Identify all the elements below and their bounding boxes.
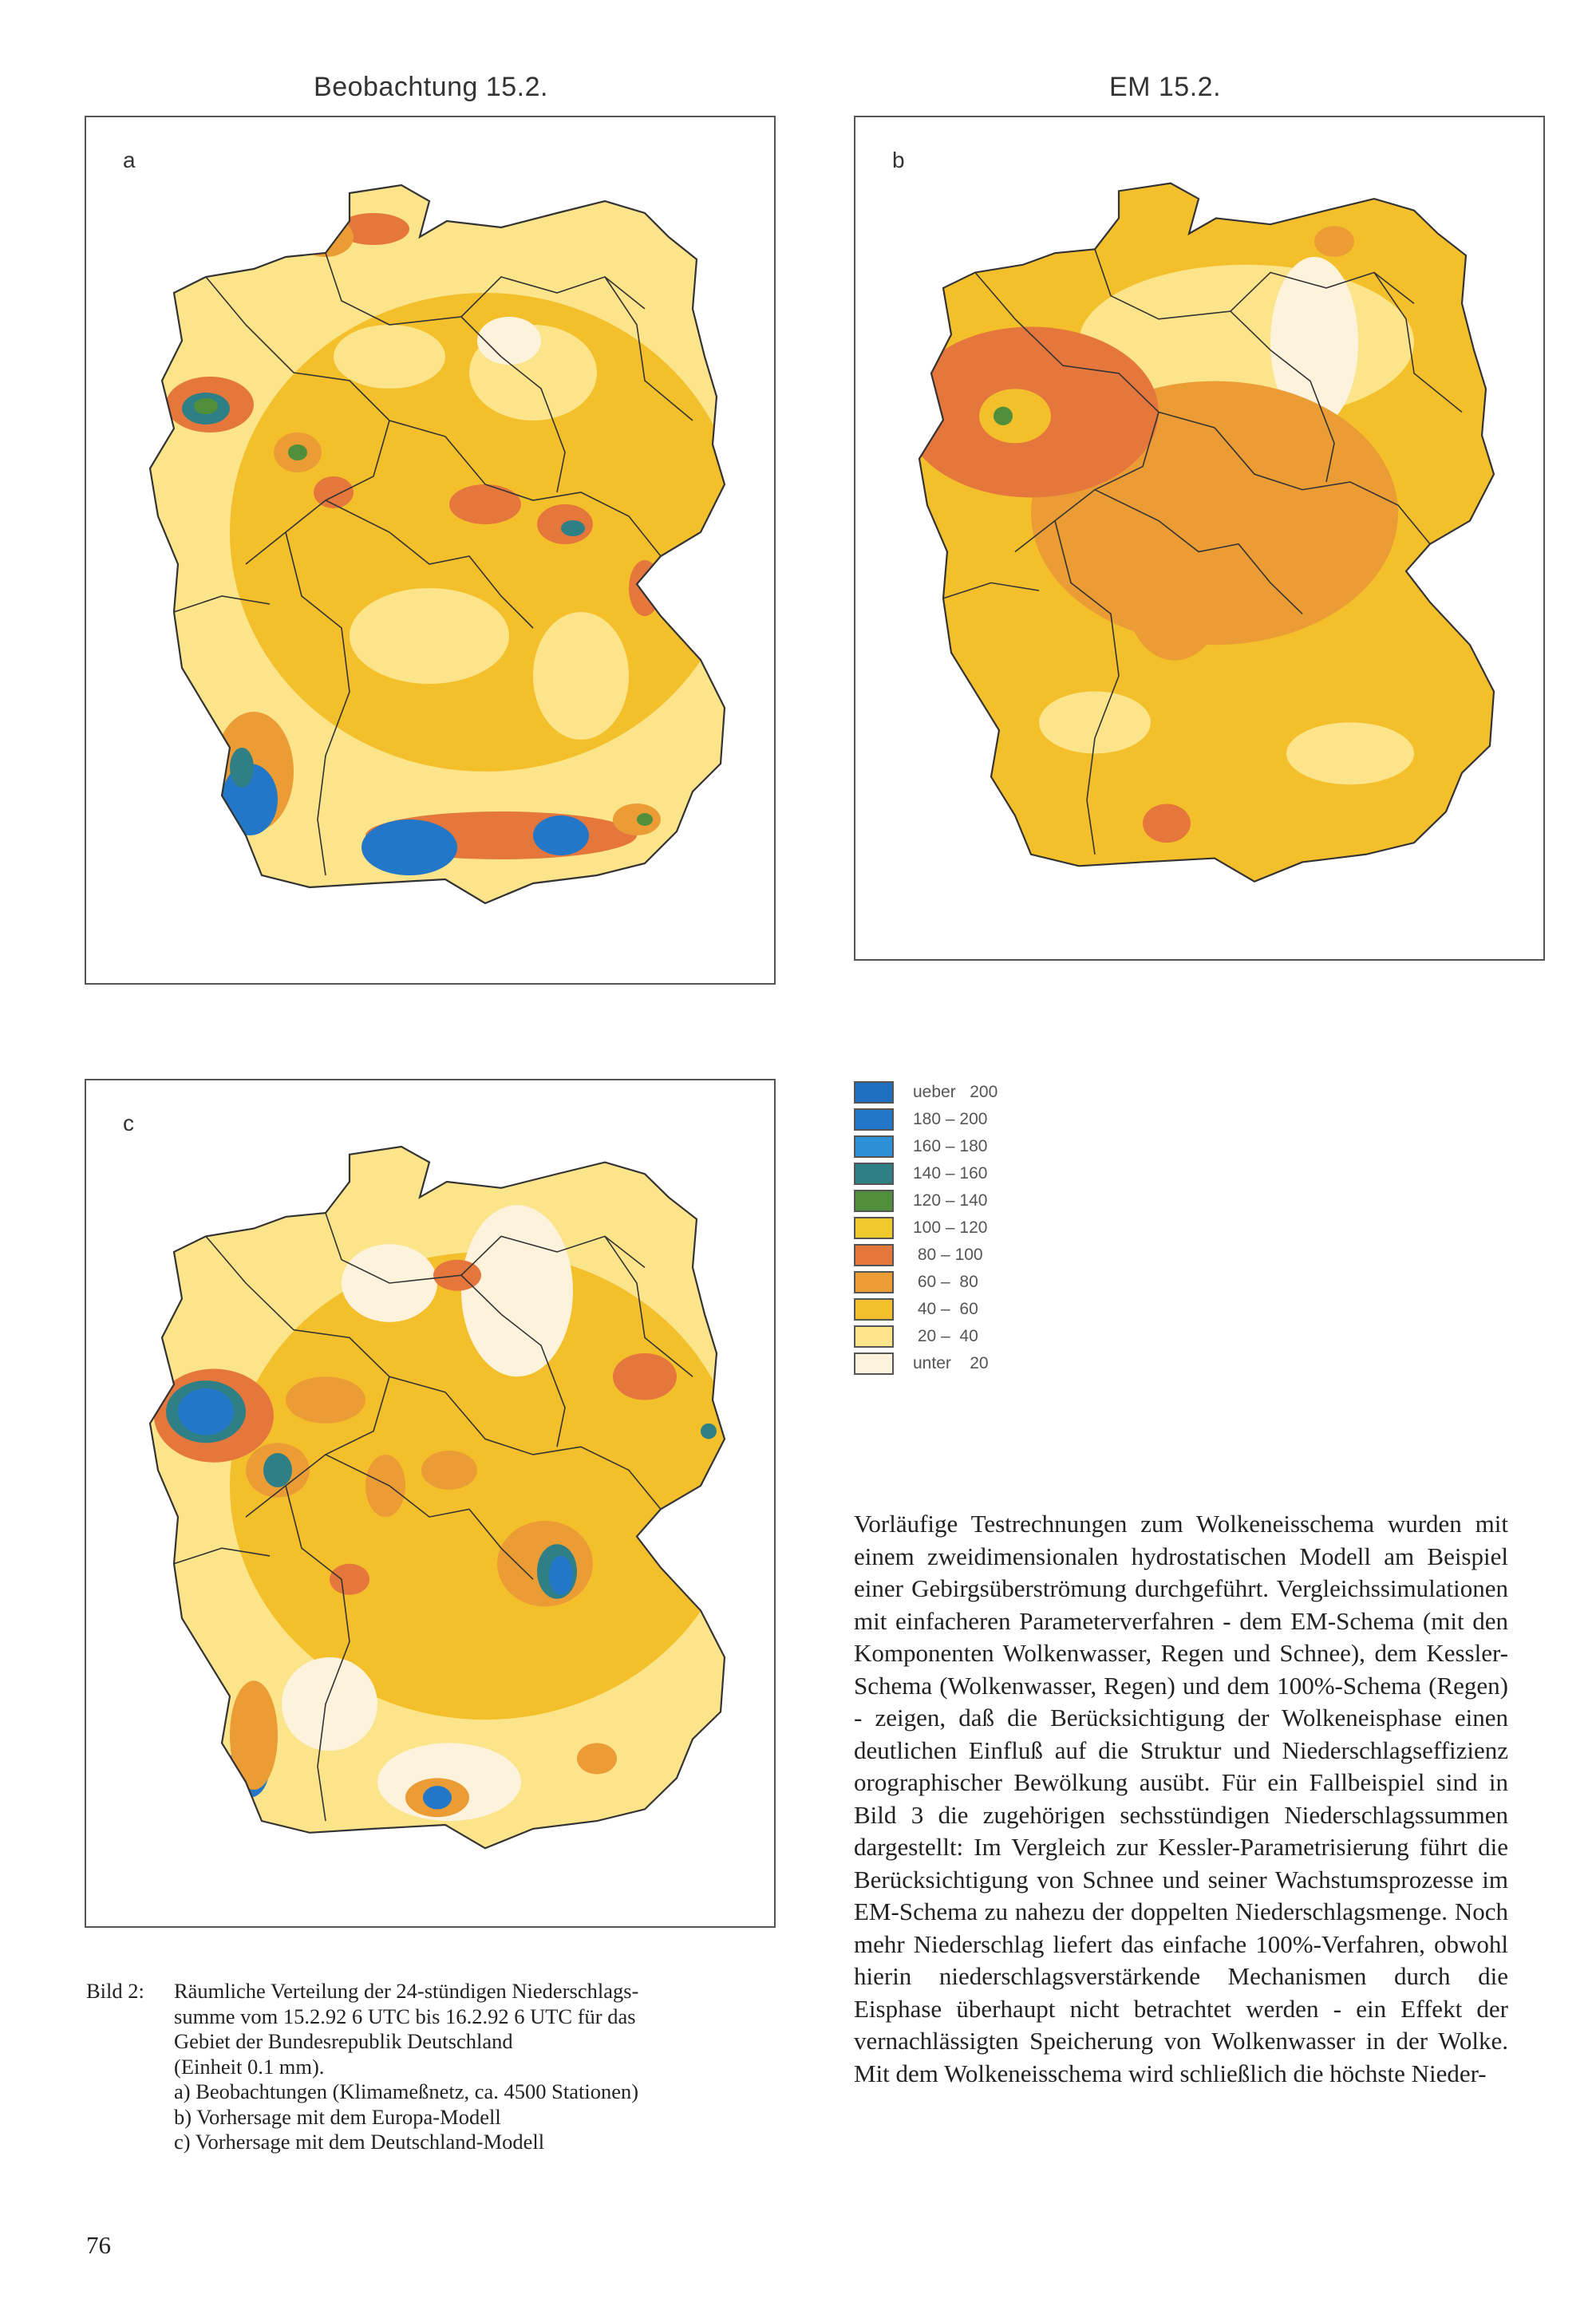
legend-label: 160 – 180 — [913, 1137, 988, 1155]
caption-line: Räumliche Verteilung der 24-stündigen Niederschlags- — [174, 1979, 639, 2003]
legend-row — [854, 1160, 1109, 1187]
caption-line: (Einheit 0.1 mm). — [174, 2054, 325, 2079]
legend-label: 180 – 200 — [913, 1110, 988, 1128]
legend-label: 80 – 100 — [917, 1246, 983, 1264]
legend-label: 140 – 160 — [913, 1164, 988, 1183]
caption-item: a) Beobachtungen (Klimameßnetz, ca. 4500 Stationen) — [174, 2079, 639, 2103]
panel-label-b: b — [892, 148, 905, 172]
map-panel-a — [85, 116, 776, 985]
legend-row — [854, 1133, 1109, 1160]
legend-swatch — [854, 1325, 894, 1348]
legend-swatch — [854, 1244, 894, 1266]
legend-swatch — [854, 1271, 894, 1293]
caption-line: summe vom 15.2.92 6 UTC bis 16.2.92 6 UTC für das — [174, 2004, 636, 2028]
caption-item: c) Vorhersage mit dem Deutschland-Modell — [174, 2130, 545, 2154]
legend-label: ueber 200 — [913, 1083, 998, 1101]
map-panel-b — [854, 116, 1545, 961]
map-panel-c — [85, 1079, 776, 1928]
caption-label: Bild 2: — [86, 1979, 144, 2003]
legend-row — [854, 1269, 1109, 1296]
legend-row — [854, 1187, 1109, 1214]
legend-label: 20 – 40 — [917, 1327, 978, 1345]
legend-row — [854, 1323, 1109, 1350]
legend-row — [854, 1106, 1109, 1133]
body-paragraph: Vorläufige Testrechnungen zum Wolkeneisschema wurden mit einem zweidimensionalen hydrostatischen Modell am Beispiel einer Gebirgsüberströmung durchgeführt. Vergleichssimulationen mit einfacheren Parameterverfahren - dem EM-Schema (mit den Komponenten Wolkenwasser, Regen und Schnee), dem Kessler-Schema (Wolkenwasser, Regen) und dem 100%-Schema (Regen) - zeigen, daß die Berücksichtigung der Wolkeneisphase einen deutlichen Einfluß auf die Struktur und Niederschlagseffizienz orographischer Bewölkung ausübt. Für ein Fallbeispiel sind in Bild 3 die zugehörigen sechsstündigen Niederschlagssummen dargestellt: Im Vergleich zur Kessler-Parametrisierung führt die Berücksichtigung von Schnee und seiner Wachstumsprozesse im EM-Schema zu nahezu der doppelten Niederschlagsmenge. Noch mehr Niederschlag liefert das einfache 100%-Verfahren, obwohl hierin niederschlagsverstärkende Mechanismen durch die Eisphase überhaupt nicht betrachtet werden - ein Effekt der vernachlässigten Speicherung von Wolkenwasser in der Wolke. Mit dem Wolkeneisschema wird schließlich die höchste Nieder- — [854, 1510, 1508, 2087]
legend-label: 100 – 120 — [913, 1218, 988, 1237]
map-title-a: Beobachtung 15.2. — [314, 72, 548, 102]
legend-row — [854, 1079, 1109, 1106]
caption-line: Gebiet der Bundesrepublik Deutschland — [174, 2029, 513, 2053]
legend-row — [854, 1296, 1109, 1323]
legend-swatch — [854, 1135, 894, 1158]
legend-label: 60 – 80 — [917, 1273, 978, 1291]
panel-label-a: a — [123, 148, 136, 172]
map-title-b: EM 15.2. — [1108, 72, 1222, 102]
legend-row — [854, 1214, 1109, 1242]
page-number: 76 — [86, 2231, 111, 2259]
precipitation-legend — [854, 1079, 1109, 1377]
legend-swatch — [854, 1352, 894, 1375]
legend-swatch — [854, 1108, 894, 1131]
legend-swatch — [854, 1190, 894, 1212]
legend-swatch — [854, 1163, 894, 1185]
legend-swatch — [854, 1217, 894, 1239]
caption-item: b) Vorhersage mit dem Europa-Modell — [174, 2104, 501, 2129]
legend-label: 40 – 60 — [917, 1300, 978, 1318]
legend-row — [854, 1350, 1109, 1377]
legend-swatch — [854, 1081, 894, 1104]
legend-swatch — [854, 1298, 894, 1321]
legend-row — [854, 1242, 1109, 1269]
precipitation-map-c — [86, 1080, 774, 1926]
panel-label-c: c — [123, 1111, 134, 1135]
caption-list — [174, 2079, 764, 2155]
legend-label: unter 20 — [913, 1354, 989, 1372]
caption-body — [174, 1979, 764, 2155]
precipitation-map-a — [86, 117, 774, 983]
legend-label: 120 – 140 — [913, 1191, 988, 1210]
precipitation-map-b — [855, 117, 1543, 959]
